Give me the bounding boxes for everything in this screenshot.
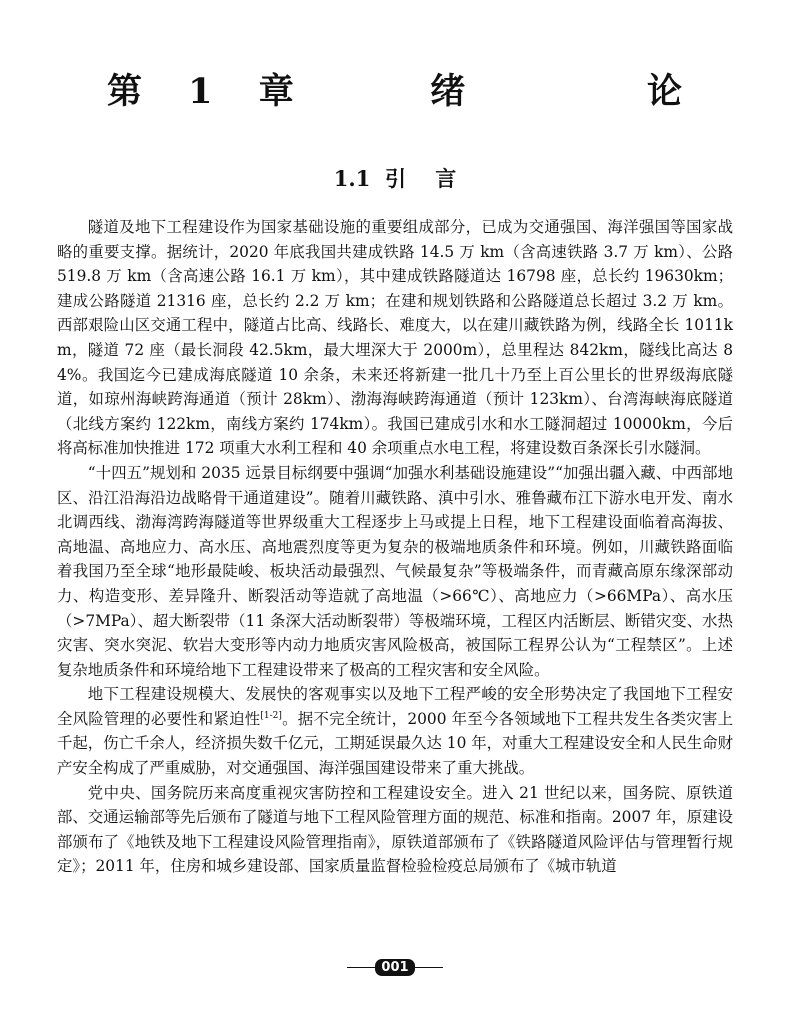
paragraph-3	[57, 682, 733, 780]
footer-rule-left	[347, 967, 375, 968]
paragraph-3-text-continued: 。据不完全统计，2000 年至今各领域地下工程共发生各类灾害上千起，伤亡千余人，经济损失数千亿元，工期延误最久达 10 年，对重大工程建设安全和人民生命财产安全构成了严重威胁，对交通强国、海洋强国建设带来了重大挑战。	[57, 709, 733, 778]
paragraph-2-text: “十四五”规划和 2035 远景目标纲要中强调“加强水利基础设施建设”“加强出疆入藏、中西部地区、沿江沿海沿边战略骨干通道建设”。随着川藏铁路、滇中引水、雅鲁藏布江下游水电开发、南水北调西线、渤海湾跨海隧道等世界级重大工程逐步上马或提上日程，地下工程建设面临着高海拔、高地温、高地应力、高水压、高地震烈度等更为复杂的极端地质条件和环境。例如，川藏铁路面临着我国乃至全球“地形最陡峻、板块活动最强烈、气候最复杂”等极端条件，而青藏高原东缘深部动力、构造变形、差异隆升、断裂活动等造就了高地温（>66℃）、高地应力（>66MPa）、高水压（>7MPa）、超大断裂带（11 条深大活动断裂带）等极端环境，工程区内活断层、断错灾变、水热灾害、突水突泥、软岩大变形等内动力地质灾害风险极高，被国际工程界公认为“工程禁区”。上述复杂地质条件和环境给地下工程建设带来了极高的工程灾害和安全风险。	[57, 463, 733, 679]
paragraph-4-text: 党中央、国务院历来高度重视灾害防控和工程建设安全。进入 21 世纪以来，国务院、原铁道部、交通运输部等先后颁布了隧道与地下工程风险管理方面的规范、标准和指南。2007 年，原建设部颁布了《地铁及地下工程建设风险管理指南》，原铁道部颁布了《铁路隧道风险评估与管理暂行规定》；2011 年，住房和城乡建设部、国家质量监督检验检疫总局颁布了《城市轨道	[57, 783, 733, 876]
section-title: 1.1 引 言	[333, 166, 457, 191]
paragraph-1-text: 隧道及地下工程建设作为国家基础设施的重要组成部分，已成为交通强国、海洋强国等国家战略的重要支撑。据统计，2020 年底我国共建成铁路 14.5 万 km（含高速铁路 3.7 万 km）、公路 519.8 万 km（含高速公路 16.1 万 km），其中建成铁路隧道达 16798 座，总长约 19630km；建成公路隧道 21316 座，总长约 2.2 万 km；在建和规划铁路和公路隧道总长超过 3.2 万 km。西部艰险山区交通工程中，隧道占比高、线路长、难度大，以在建川藏铁路为例，线路全长 1011km，隧道 72 座（最长洞段 42.5km，最大埋深大于 2000m），总里程达 842km，隧线比高达 84%。我国迄今已建成海底隧道 10 余条，未来还将新建一批几十乃至上百公里长的世界级海底隧道，如琼州海峡跨海通道（预计 28km）、渤海海峡跨海通道（预计 123km）、台湾海峡海底隧道（北线方案约 122km，南线方案约 174km）。我国已建成引水和水工隧洞超过 10000km，今后将高标准加快推进 172 项重大水利工程和 40 余项重点水电工程，将建设数百条深长引水隧洞。	[57, 218, 733, 458]
paragraph-1	[57, 215, 733, 461]
page-footer	[0, 957, 790, 979]
page-number: 001	[375, 959, 414, 976]
paragraph-2	[57, 461, 733, 682]
paragraph-3-text: 地下工程建设规模大、发展快的客观事实以及地下工程严峻的安全形势决定了我国地下工程安全风险管理的必要性和紧迫性	[57, 685, 733, 728]
body-text	[57, 215, 733, 879]
paragraph-4	[57, 781, 733, 879]
chapter-title: 第 1 章 绪 论	[106, 71, 684, 112]
footer-rule-right	[415, 967, 443, 968]
citation-reference: [1-2]	[260, 710, 282, 721]
